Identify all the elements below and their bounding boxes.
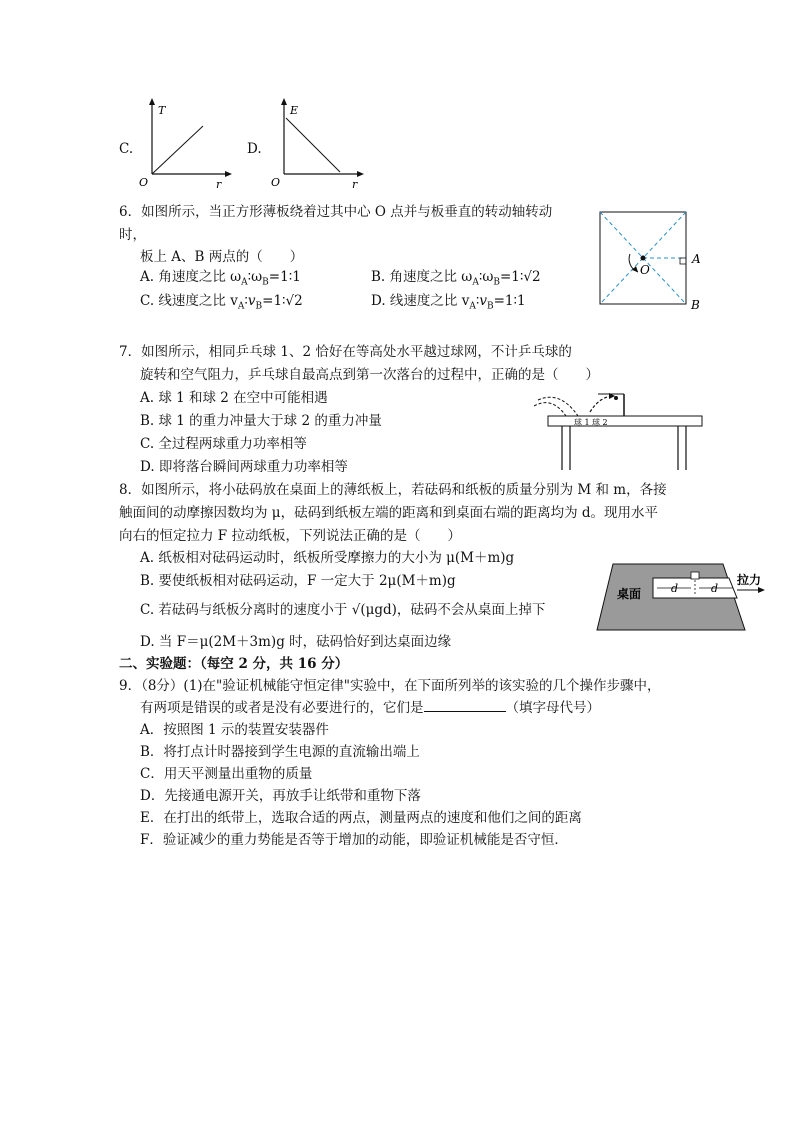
q6-fig-a: A: [692, 252, 701, 266]
q7-option-a: A. 球 1 和球 2 在空中可能相遇: [140, 390, 328, 406]
q9-stem-1: 9．（8分）(1)在"验证机械能守恒定律"实验中，在下面所列举的该实验的几个操作步骤中，: [119, 678, 661, 694]
q6-option-d: D. 线速度之比 $v_A∶v_B=1∶1$: [371, 293, 526, 312]
q7-option-d: D. 即将落台瞬间两球重力功率相等: [140, 459, 348, 475]
q9-step-d: D．先接通电源开关，再放手让纸带和重物下落: [140, 788, 421, 804]
q6-option-a: A. 角速度之比 $\omega_A∶\omega_B=1∶1$: [140, 269, 301, 288]
q7-stem-1: 7．如图所示，相同乒乓球 1、2 恰好在等高处水平越过球网，不计乒乓球的: [119, 344, 572, 360]
q6-stem-1: 6．如图所示，当正方形薄板绕着过其中心 O 点并与板垂直的转动轴转动: [119, 204, 553, 220]
graph-d-origin: O: [271, 176, 281, 189]
q9-answer-blank[interactable]: [424, 699, 506, 712]
q8-stem-2: 触面间的动摩擦因数均为 μ，砝码到纸板左端的距离和到桌面右端的距离均为 d。现用水平: [119, 505, 658, 521]
q8-option-c: C. 若砝码与纸板分离时的速度小于 √(μgd)，砝码不会从桌面上掉下: [140, 602, 546, 618]
q6-stem-2: 时，: [119, 227, 146, 243]
graph-d-x-label: r: [352, 178, 358, 191]
q7-option-b: B. 球 1 的重力冲量大于球 2 的重力冲量: [140, 413, 382, 429]
q9-step-e: E．在打出的纸带上，选取合适的两点，测量两点的速度和他们之间的距离: [140, 810, 582, 826]
option-d-label: D.: [247, 141, 262, 157]
graph-c-x-label: r: [216, 178, 222, 191]
graph-c: [136, 96, 236, 192]
q7-figure: [530, 388, 705, 472]
q8-option-d: D. 当 F＝μ(2M＋3m)g 时，砝码恰好到达桌面边缘: [140, 634, 452, 650]
q7-fig-ball-1: 球 1: [574, 418, 590, 427]
q9-step-c: C．用天平测量出重物的质量: [140, 766, 313, 782]
graph-c-y-label: T: [158, 104, 166, 117]
q7-stem-2: 旋转和空气阻力，乒乓球自最高点到第一次落台的过程中，正确的是（ ）: [140, 367, 599, 383]
q9-step-b: B．将打点计时器接到学生电源的直流输出端上: [140, 744, 420, 760]
q6-option-b: B. 角速度之比 $\omega_A∶\omega_B=1∶√2$: [371, 269, 541, 288]
q6-figure: [594, 206, 714, 318]
q9-step-a: A．按照图 1 示的装置安装器件: [140, 722, 329, 738]
graph-d-y-label: E: [290, 104, 299, 117]
option-c-label: C.: [119, 141, 134, 157]
q6-fig-o: O: [640, 263, 650, 277]
q9-step-f: F．验证减少的重力势能是否等于增加的动能，即验证机械能是否守恒．: [140, 832, 568, 848]
q7-fig-ball-2: 球 2: [592, 418, 608, 427]
q6-stem-3: 板上 A、B 两点的（ ）: [140, 249, 304, 265]
q8-option-b: B. 要使纸板相对砝码运动，F 一定大于 2μ(M＋m)g: [140, 573, 456, 589]
q8-option-a: A. 纸板相对砝码运动时，纸板所受摩擦力的大小为 μ(M＋m)g: [140, 550, 515, 566]
q6-option-c: C. 线速度之比 $v_A∶v_B=1∶√2$: [140, 293, 303, 312]
q6-fig-b: B: [691, 298, 700, 312]
graph-c-origin: O: [139, 176, 149, 189]
q8-stem-1: 8．如图所示，将小砝码放在桌面上的薄纸板上，若砝码和纸板的质量分别为 M 和 m，各接: [119, 482, 667, 498]
q8-figure: [595, 562, 770, 634]
q7-option-c: C. 全过程两球重力功率相等: [140, 436, 307, 452]
q8-stem-3: 向右的恒定拉力 F 拉动纸板，下列说法正确的是（ ）: [119, 528, 461, 544]
q8-fig-d2: d: [711, 582, 719, 595]
q8-fig-d1: d: [671, 582, 679, 595]
section-2-title: 二、实验题：（每空 2 分，共 16 分）: [119, 656, 349, 672]
q8-fig-table: 桌面: [617, 587, 642, 601]
graph-d: [268, 96, 368, 192]
q9-stem-2: 有两项是错误的或者是没有必要进行的，它们是 （填字母代号）: [140, 700, 600, 716]
q8-fig-force: 拉力: [737, 573, 762, 587]
